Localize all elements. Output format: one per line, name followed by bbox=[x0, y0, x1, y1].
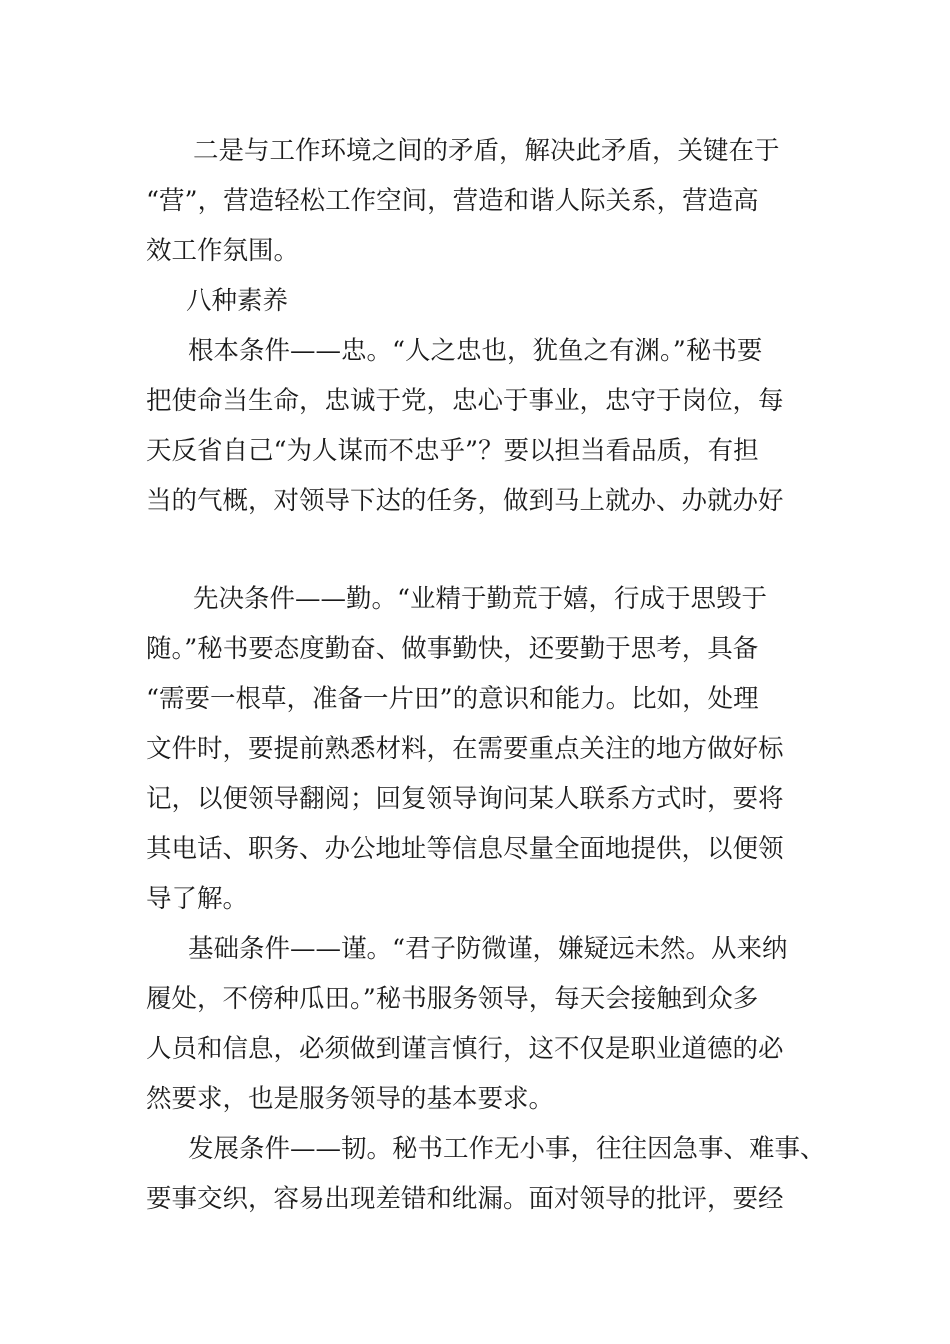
paragraph-resilience bbox=[146, 1124, 826, 1224]
text-line: 随。”秘书要态度勤奋、做事勤快，还要勤于思考，具备 bbox=[146, 634, 759, 664]
text-line: 先决条件——勤。“业精于勤荒于嬉，行成于思毁于 bbox=[193, 584, 768, 614]
text-line: 效工作氛围。 bbox=[146, 236, 300, 266]
section-heading-eight-qualities bbox=[146, 276, 816, 326]
text-line: 要事交织，容易出现差错和纰漏。面对领导的批评，要经 bbox=[146, 1184, 784, 1214]
paragraph-work-environment bbox=[146, 126, 816, 276]
text-line: 履处，不傍种瓜田。”秘书服务领导，每天会接触到众多 bbox=[146, 984, 759, 1014]
text-line: “营”，营造轻松工作空间，营造和谐人际关系，营造高 bbox=[146, 186, 759, 216]
text-line: 文件时，要提前熟悉材料，在需要重点关注的地方做好标 bbox=[146, 734, 784, 764]
text-line: 导了解。 bbox=[146, 884, 249, 914]
text-line: 八种素养 bbox=[186, 286, 289, 316]
text-line: 天反省自己“为人谋而不忠乎”？要以担当看品质，有担 bbox=[146, 436, 759, 466]
text-line: 发展条件——韧。秘书工作无小事，往往因急事、难事、 bbox=[188, 1134, 826, 1164]
text-line: 其电话、职务、办公地址等信息尽量全面地提供，以便领 bbox=[146, 834, 784, 864]
text-line: 然要求，也是服务领导的基本要求。 bbox=[146, 1084, 555, 1114]
text-line: “需要一根草，准备一片田”的意识和能力。比如，处理 bbox=[146, 684, 759, 714]
paragraph-loyalty bbox=[146, 326, 816, 526]
text-line: 人员和信息，必须做到谨言慎行，这不仅是职业道德的必 bbox=[146, 1034, 784, 1064]
paragraph-prudence bbox=[146, 924, 816, 1124]
text-line: 把使命当生命，忠诚于党，忠心于事业，忠守于岗位，每 bbox=[146, 386, 784, 416]
text-line: 记，以便领导翻阅；回复领导询问某人联系方式时，要将 bbox=[146, 784, 784, 814]
text-line: 二是与工作环境之间的矛盾，解决此矛盾，关键在于 bbox=[193, 136, 780, 166]
paragraph-diligence bbox=[146, 574, 816, 924]
text-line: 根本条件——忠。“人之忠也，犹鱼之有渊。”秘书要 bbox=[188, 336, 763, 366]
text-line: 基础条件——谨。“君子防微谨，嫌疑远未然。从来纳 bbox=[188, 934, 788, 964]
text-line: 当的气概，对领导下达的任务，做到马上就办、办就办好 bbox=[146, 486, 784, 516]
